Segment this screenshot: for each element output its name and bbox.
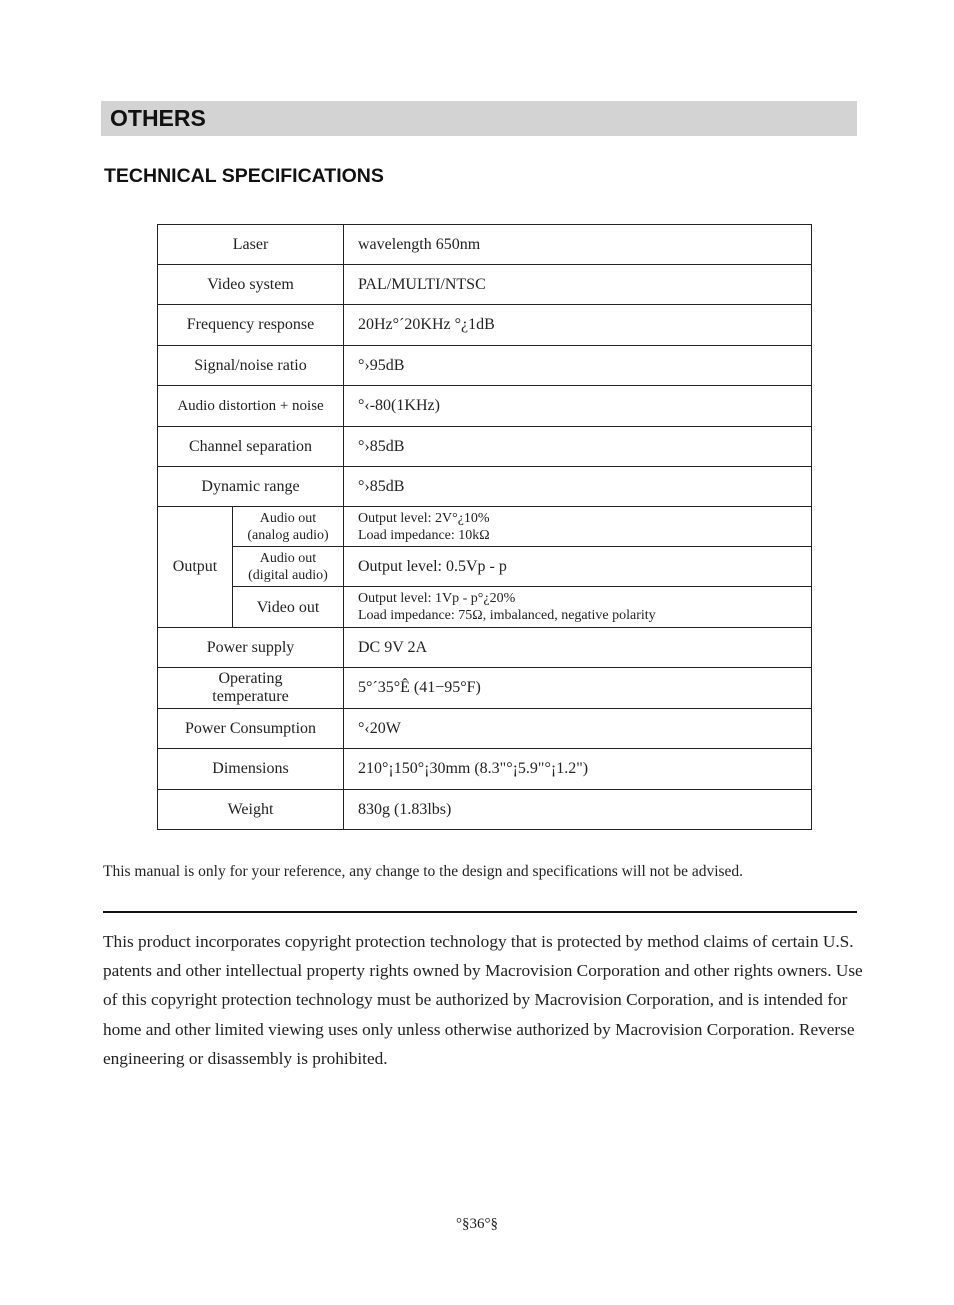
spec-value-video <box>344 587 812 628</box>
sublabel-line: (analog audio) <box>247 527 329 543</box>
spec-label-temperature <box>158 668 344 709</box>
sublabel-line: Audio out <box>259 510 317 526</box>
spec-label: Dimensions <box>158 749 344 790</box>
value-line: Load impedance: 10kΩ <box>358 527 490 543</box>
value-line: Output level: 2V°¿10% <box>358 510 490 526</box>
spec-value: °‹-80(1KHz) <box>344 386 812 427</box>
copyright-paragraph: This product incorporates copyright protection technology that is protected by method claims of certain U.S. patents and other intellectual property rights owned by Macrovision Corporation and other rights owners. Use of this copyright protection technology must be authorized by Macrovision Corporation, and is intended for home and other limited viewing uses only unless otherwise authorized by Macrovision Corporation. Reverse engineering or disassembly is prohibited. <box>103 932 863 1068</box>
spec-row-signal-noise <box>158 346 812 386</box>
spec-label: Weight <box>158 790 344 830</box>
value-line: Load impedance: 75Ω, imbalanced, negative polarity <box>358 608 656 623</box>
spec-row-power-consumption <box>158 709 812 749</box>
spec-label: Power Consumption <box>158 709 344 749</box>
output-label: Output <box>158 507 233 628</box>
spec-value: PAL/MULTI/NTSC <box>344 265 812 305</box>
spec-label: Channel separation <box>158 427 344 467</box>
spec-value: 5°´35°Ê (41−95°F) <box>344 668 812 709</box>
page-number: °§36°§ <box>456 1216 498 1232</box>
spec-value: °›85dB <box>344 427 812 467</box>
spec-value: 210°¡150°¡30mm (8.3"°¡5.9"°¡1.2") <box>344 749 812 790</box>
spec-table <box>157 224 812 830</box>
section-title: OTHERS <box>110 105 206 131</box>
spec-row-dynamic-range <box>158 467 812 507</box>
spec-value: 20Hz°´20KHz °¿1dB <box>344 305 812 346</box>
spec-label: Signal/noise ratio <box>158 346 344 386</box>
divider-line <box>103 911 857 913</box>
section-header-bar <box>101 101 857 136</box>
spec-heading: TECHNICAL SPECIFICATIONS <box>104 165 384 187</box>
spec-value: 830g (1.83lbs) <box>344 790 812 830</box>
label-line: Operating <box>218 670 283 687</box>
spec-row-audio-out-digital <box>158 547 812 587</box>
spec-value: °‹20W <box>344 709 812 749</box>
output-sublabel-analog <box>233 507 344 547</box>
spec-row-audio-out-analog <box>158 507 812 547</box>
spec-row-laser <box>158 225 812 265</box>
disclaimer-note: This manual is only for your reference, any change to the design and specifications will not be advised. <box>103 863 744 880</box>
spec-row-video-out <box>158 587 812 628</box>
spec-value-analog <box>344 507 812 547</box>
output-sublabel-video: Video out <box>233 587 344 628</box>
spec-value: DC 9V 2A <box>344 628 812 668</box>
spec-value: °›95dB <box>344 346 812 386</box>
spec-value-digital: Output level: 0.5Vp - p <box>344 547 812 587</box>
spec-label: Power supply <box>158 628 344 668</box>
spec-label: Laser <box>158 225 344 265</box>
spec-value: °›85dB <box>344 467 812 507</box>
spec-label: Dynamic range <box>158 467 344 507</box>
spec-row-weight <box>158 790 812 830</box>
output-sublabel-digital <box>233 547 344 587</box>
spec-row-video-system <box>158 265 812 305</box>
spec-value: wavelength 650nm <box>344 225 812 265</box>
spec-row-power-supply <box>158 628 812 668</box>
spec-row-frequency-response <box>158 305 812 346</box>
spec-row-operating-temperature <box>158 668 812 709</box>
spec-label: Video system <box>158 265 344 305</box>
value-line: Output level: 1Vp - p°¿20% <box>358 591 516 606</box>
label-line: temperature <box>212 688 289 705</box>
spec-row-channel-separation <box>158 427 812 467</box>
spec-row-dimensions <box>158 749 812 790</box>
spec-label: Frequency response <box>158 305 344 346</box>
sublabel-line: (digital audio) <box>248 567 328 583</box>
spec-label: Audio distortion + noise <box>158 386 344 427</box>
sublabel-line: Audio out <box>259 550 317 566</box>
spec-row-audio-distortion <box>158 386 812 427</box>
